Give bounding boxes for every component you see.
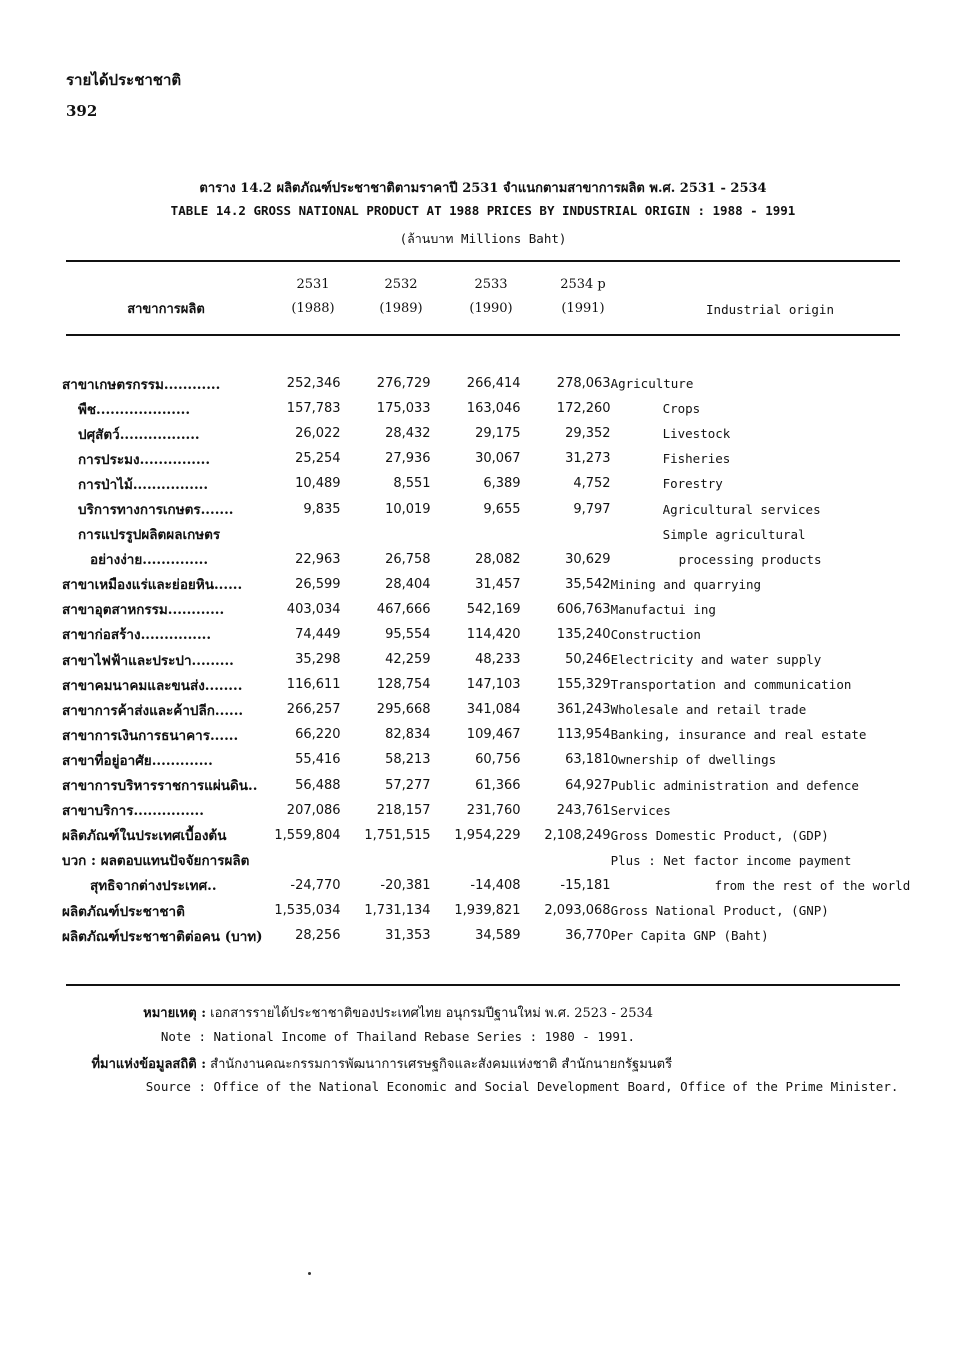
row-label-english: Services [610,802,671,818]
row-label-english: Crops [662,401,701,417]
column-header-year-1: 2531 (1988) [291,277,335,316]
value-cell: 28,432 [385,426,431,442]
value-cell: 22,963 [295,551,341,567]
value-cell: 50,246 [565,652,611,668]
table-row [62,597,910,622]
value-cell: 48,233 [475,652,521,668]
value-cell: 29,175 [475,426,521,442]
row-label-thai: บริการทางการเกษตร....... [78,502,234,519]
value-cell: 30,629 [565,551,611,567]
value-cell [263,522,341,547]
value-cell: 218,157 [376,802,431,818]
row-label-thai: การแปรรูปผลิตผลเกษตร [78,527,221,544]
value-cell: 25,254 [295,451,341,467]
row-label-english: Agriculture [610,376,694,392]
value-cell: 116,611 [286,677,341,693]
table-row [62,421,910,446]
row-label-english: Agricultural services [662,501,821,517]
table-row [62,823,910,848]
value-cell: 1,954,229 [454,827,521,843]
value-cell: 147,103 [466,677,521,693]
value-cell: 56,488 [295,777,341,793]
value-cell: 1,939,821 [454,903,521,919]
value-cell: 109,467 [466,727,521,743]
row-label-english: Fisheries [662,451,731,467]
value-cell: 163,046 [466,401,521,417]
row-label-english: Gross National Product, (GNP) [610,903,829,919]
value-cell: 2,093,068 [544,903,611,919]
row-label-thai: สาขาการเงินการธนาคาร...... [62,727,239,744]
value-cell: 155,329 [556,677,611,693]
table-row [62,522,910,547]
table-row [62,747,910,772]
value-cell: 34,589 [475,928,521,944]
value-cell: 55,416 [295,752,341,768]
value-cell: -24,770 [290,877,341,893]
value-cell: 175,033 [376,401,431,417]
table-row [62,848,910,873]
value-cell: 60,756 [475,752,521,768]
table-row [62,371,910,396]
value-cell: 57,277 [385,777,431,793]
table-row [62,773,910,798]
column-header-year-3: 2533 (1990) [469,277,513,316]
value-cell: 26,022 [295,426,341,442]
note-english: Note : National Income of Thailand Rebase Series : 1980 - 1991. [160,1029,635,1044]
value-cell [431,522,521,547]
note-thai: หมายเหตุ : เอกสารรายได้ประชาชาติของประเทศไทย อนุกรมปีฐานใหม่ พ.ศ. 2523 - 2534 [143,1006,654,1021]
value-cell: 6,389 [483,476,521,492]
row-label-english: Gross Domestic Product, (GDP) [610,827,829,843]
row-label-thai: บวก : ผลตอบแทนปัจจัยการผลิต [62,853,250,870]
value-cell: 31,457 [475,576,521,592]
value-cell: 403,034 [286,601,341,617]
value-cell: 26,599 [295,576,341,592]
table-row [62,446,910,471]
value-cell: 207,086 [286,802,341,818]
value-cell: 266,257 [286,702,341,718]
value-cell: 1,751,515 [364,827,431,843]
value-cell: 61,366 [475,777,521,793]
value-cell: 9,655 [483,501,521,517]
row-label-english: Mining and quarrying [610,576,762,592]
row-label-english: Manufactui ing [610,601,716,617]
value-cell: 128,754 [376,677,431,693]
value-cell: 1,559,804 [274,827,341,843]
row-label-english: Plus : Net factor income payment [610,852,852,868]
value-cell: 172,260 [556,401,611,417]
table-row [62,898,910,923]
source-thai: ที่มาแห่งข้อมูลสถิติ : สำนักงานคณะกรรมการพัฒนาการเศรษฐกิจและสังคมแห่งชาติ สำนักนายกรัฐมนตรี [91,1057,673,1072]
table-row [62,722,910,747]
value-cell [521,848,611,873]
gnp-table [62,371,910,948]
value-cell: 4,752 [573,476,611,492]
source-english: Source : Office of the National Economic and Social Development Board, Office of the Prime Minister. [145,1079,899,1094]
table-title-english: TABLE 14.2 GROSS NATIONAL PRODUCT AT 1988 PRICES BY INDUSTRIAL ORIGIN : 1988 - 1991 [170,203,796,218]
row-label-thai: สุทธิจากต่างประเทศ.. [90,878,217,895]
value-cell: 10,019 [385,501,431,517]
value-cell: 252,346 [286,376,341,392]
row-label-thai: สาขาการค้าส่งและค้าปลีก...... [62,702,244,719]
table-row [62,647,910,672]
column-header-english: Industrial origin [706,302,834,317]
value-cell: 35,542 [565,576,611,592]
row-label-thai: สาขาเหมืองแร่และย่อยหิน...... [62,577,243,594]
table-title-thai: ตาราง 14.2 ผลิตภัณฑ์ประชาชาติตามราคาปี 2531 จำแนกตามสาขาการผลิต พ.ศ. 2531 - 2534 [199,181,767,196]
row-label-english: Public administration and defence [610,777,859,793]
row-label-thai: ปศุสัตว์................. [78,426,200,443]
row-label-thai: อย่างง่าย.............. [90,552,209,569]
table-units: (ล้านบาท Millions Baht) [399,231,567,246]
row-label-thai: ผลิตภัณฑ์ประชาชาติ [62,903,185,920]
value-cell: 8,551 [393,476,431,492]
row-label-english: Electricity and water supply [610,652,822,668]
value-cell: 66,220 [295,727,341,743]
table-row [62,547,910,572]
row-label-english: Livestock [662,426,731,442]
value-cell: 28,256 [295,928,341,944]
value-cell: 467,666 [376,601,431,617]
table-top-rule [66,260,900,262]
table-row [62,697,910,722]
value-cell: 1,535,034 [274,903,341,919]
row-label-thai: สาขาไฟฟ้าและประปา......... [62,652,234,669]
row-label-thai: พืช.................... [78,401,191,418]
header-bottom-rule [66,334,900,336]
row-label-thai: ผลิตภัณฑ์ในประเทศเบื้องต้น [62,828,227,845]
table-row [62,572,910,597]
value-cell: -20,381 [380,877,431,893]
value-cell [341,522,431,547]
table-row [62,396,910,421]
value-cell: 28,082 [475,551,521,567]
row-label-thai: การประมง............... [78,451,211,468]
row-label-english: Construction [610,626,701,642]
table-row [62,923,910,948]
value-cell: 266,414 [466,376,521,392]
row-label-thai: สาขาบริการ............... [62,803,204,820]
value-cell: 114,420 [466,626,521,642]
value-cell: 542,169 [466,601,521,617]
value-cell: 35,298 [295,652,341,668]
value-cell [521,522,611,547]
value-cell: 113,954 [556,727,611,743]
value-cell: 9,797 [573,501,611,517]
row-label-thai: สาขาการบริหารราชการแผ่นดิน.. [62,778,258,795]
value-cell: 243,761 [556,802,611,818]
value-cell: 28,404 [385,576,431,592]
value-cell: 361,243 [556,702,611,718]
table-row [62,672,910,697]
value-cell: 157,783 [286,401,341,417]
row-label-thai: ผลิตภัณฑ์ประชาชาติต่อคน (บาท) [62,928,263,945]
value-cell: 74,449 [295,626,341,642]
value-cell: 278,063 [556,376,611,392]
value-cell: 1,731,134 [364,903,431,919]
table-row [62,873,910,898]
column-header-year-4: 2534 p (1991) [560,277,606,316]
value-cell: 341,084 [466,702,521,718]
page-number: 392 [66,102,98,120]
row-label-thai: สาขาก่อสร้าง............... [62,627,212,644]
row-label-english: Per Capita GNP (Baht) [610,928,769,944]
value-cell [431,848,521,873]
value-cell [341,848,431,873]
value-cell: 26,758 [385,551,431,567]
value-cell: 36,770 [565,928,611,944]
value-cell: 95,554 [385,626,431,642]
value-cell: 63,181 [565,752,611,768]
row-label-english: from the rest of the world [714,877,911,893]
value-cell: 276,729 [376,376,431,392]
table-row [62,496,910,521]
table-row [62,471,910,496]
row-label-english: Simple agricultural [662,526,806,542]
value-cell: 31,353 [385,928,431,944]
value-cell: 31,273 [565,451,611,467]
row-label-english: Banking, insurance and real estate [610,727,867,743]
row-label-english: processing products [678,551,822,567]
value-cell: 82,834 [385,727,431,743]
row-label-thai: สาขาอุตสาหกรรม............ [62,602,225,619]
value-cell: 29,352 [565,426,611,442]
row-label-thai: สาขาที่อยู่อาศัย............. [62,752,213,769]
table-row [62,622,910,647]
value-cell: 606,763 [556,601,611,617]
scan-speck [308,1272,311,1275]
value-cell: 42,259 [385,652,431,668]
value-cell: 135,240 [556,626,611,642]
running-header: รายได้ประชาชาติ [66,71,182,89]
row-label-thai: สาขาคมนาคมและขนส่ง........ [62,677,243,694]
row-label-english: Forestry [662,476,723,492]
value-cell: 2,108,249 [544,827,611,843]
value-cell: 58,213 [385,752,431,768]
row-label-thai: สาขาเกษตรกรรม............ [62,376,221,393]
column-header-thai: สาขาการผลิต [127,302,205,317]
row-label-english: Ownership of dwellings [610,752,777,768]
value-cell: 27,936 [385,451,431,467]
row-label-thai: การป่าไม้................ [78,476,209,493]
value-cell: 9,835 [303,501,341,517]
value-cell: -14,408 [470,877,521,893]
table-bottom-rule [66,984,900,986]
value-cell: 295,668 [376,702,431,718]
value-cell: -15,181 [560,877,611,893]
value-cell: 64,927 [565,777,611,793]
value-cell [263,848,341,873]
value-cell: 10,489 [295,476,341,492]
row-label-english: Transportation and communication [610,677,852,693]
value-cell: 231,760 [466,802,521,818]
column-header-year-2: 2532 (1989) [379,277,423,316]
table-row [62,798,910,823]
value-cell: 30,067 [475,451,521,467]
row-label-english: Wholesale and retail trade [610,702,807,718]
